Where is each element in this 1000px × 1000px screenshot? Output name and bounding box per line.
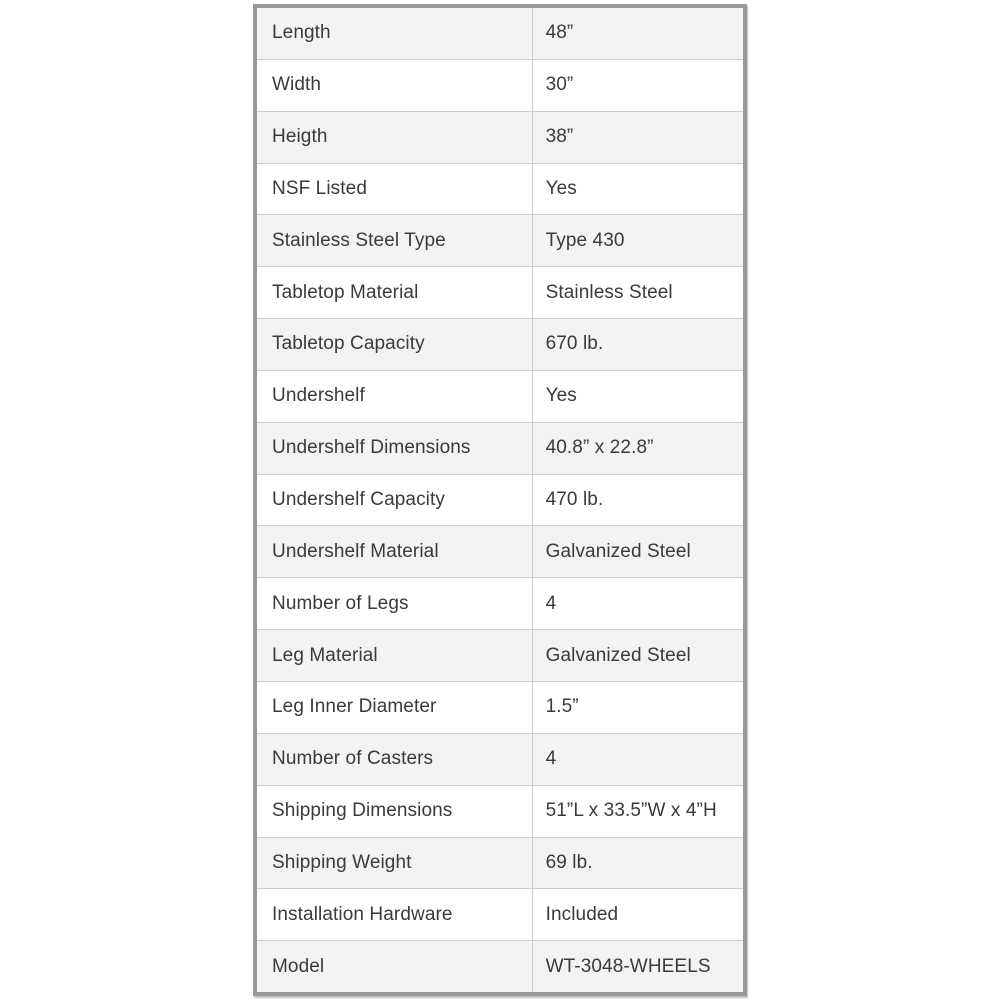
table-row [257,681,743,733]
table-row [257,888,743,940]
spec-label: Shipping Weight [272,851,412,873]
table-row [257,214,743,266]
spec-value: Galvanized Steel [532,630,743,681]
spec-value: 48” [532,8,743,59]
spec-label: Number of Legs [272,592,409,614]
table-row [257,8,743,59]
spec-value: Type 430 [532,215,743,266]
spec-label: Undershelf Dimensions [272,437,471,459]
spec-label: Installation Hardware [272,903,453,925]
spec-value: Galvanized Steel [532,526,743,577]
spec-value: 670 lb. [532,319,743,370]
table-row [257,785,743,837]
spec-value: WT-3048-WHEELS [532,941,743,992]
table-row [257,940,743,992]
spec-label: Leg Inner Diameter [272,696,437,718]
spec-label: Undershelf Capacity [272,489,445,511]
spec-value: 40.8” x 22.8” [532,423,743,474]
spec-table [253,4,747,996]
spec-value: Included [532,889,743,940]
spec-label: Undershelf Material [272,540,439,562]
spec-label: NSF Listed [272,177,367,199]
spec-value: Stainless Steel [532,267,743,318]
table-row [257,474,743,526]
spec-label: Shipping Dimensions [272,800,453,822]
spec-value: 51”L x 33.5”W x 4”H [532,786,743,837]
spec-value: 1.5” [532,682,743,733]
table-row [257,837,743,889]
table-row [257,525,743,577]
table-row [257,629,743,681]
table-row [257,422,743,474]
spec-label: Heigth [272,126,328,148]
table-row [257,370,743,422]
table-row [257,577,743,629]
spec-value: Yes [532,371,743,422]
spec-label: Tabletop Capacity [272,333,425,355]
spec-label: Length [272,22,331,44]
table-row [257,163,743,215]
table-row [257,266,743,318]
table-row [257,733,743,785]
table-row [257,318,743,370]
spec-label: Width [272,74,322,96]
spec-label: Number of Casters [272,748,434,770]
table-row [257,111,743,163]
spec-label: Model [272,955,325,977]
table-row [257,59,743,111]
spec-value: 4 [532,578,743,629]
spec-value: 69 lb. [532,838,743,889]
spec-value: 470 lb. [532,475,743,526]
spec-label: Undershelf [272,385,365,407]
spec-label: Tabletop Material [272,281,419,303]
spec-value: 38” [532,112,743,163]
spec-value: 4 [532,734,743,785]
spec-label: Stainless Steel Type [272,229,446,251]
spec-value: 30” [532,60,743,111]
spec-label: Leg Material [272,644,378,666]
spec-value: Yes [532,164,743,215]
